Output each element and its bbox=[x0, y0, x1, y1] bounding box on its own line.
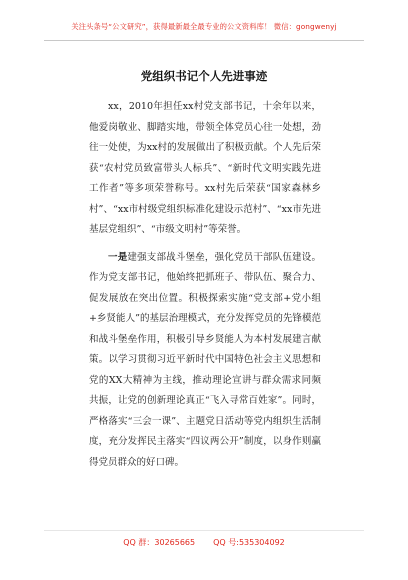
paragraph-text: xx，2010年担任xx村党支部书记，十余年以来，他爱岗敬业、脚踏实地，带领全体党员心往一处想，劲往一处使，为xx村的发展做出了积极贡献。个人先后荣获“农村党员致富带头人标兵”、“新时代文明实践先进工作者”等多项荣誉称号。xx村先后荣获“国家森林乡村”、“xx市村级党组织标准化建设示范村”、“xx市先进基层党组织”、“市级文明村”等荣誉。 bbox=[89, 101, 321, 235]
paragraph-first-point bbox=[89, 248, 321, 474]
document-body bbox=[89, 97, 321, 480]
paragraph-lead: 一是 bbox=[108, 251, 128, 263]
footer-qq-number: QQ 号:535304092 bbox=[213, 538, 285, 547]
header-banner: 关注头条号“公文研究”，获得最新最全最专业的公文资料库！ 微信：gongwenyj bbox=[71, 22, 337, 31]
footer-divider bbox=[44, 530, 364, 531]
footer-contact bbox=[0, 537, 408, 548]
footer-qq-group: QQ 群：30265665 bbox=[123, 538, 196, 547]
paragraph-text: 建强支部战斗堡垒，强化党员干部队伍建设。作为党支部书记，他始终把抓班子、带队伍、聚合力、促发展放在突出位置。积极探索实施“党支部+党小组+乡贤能人”的基层治理模式，充分发挥党员的先锋模范和战斗堡垒作用，积极引导乡贤能人为本村发展建言献策。以学习贯彻习近平新时代中国特色社会主义思想和党的XX大精神为主线，推动理论宣讲与群众需求同频共振，让党的创新理论真正“飞入寻常百姓家”。同时，严格落实“三会一课”、主题党日活动等党内组织生活制度，充分发挥民主落实“四议两公开”制度，以身作则赢得党员群众的好口碑。 bbox=[89, 251, 321, 468]
page-title: 党组织书记个人先进事迹 bbox=[140, 69, 268, 83]
header-divider bbox=[44, 40, 364, 41]
paragraph-intro bbox=[89, 97, 321, 241]
